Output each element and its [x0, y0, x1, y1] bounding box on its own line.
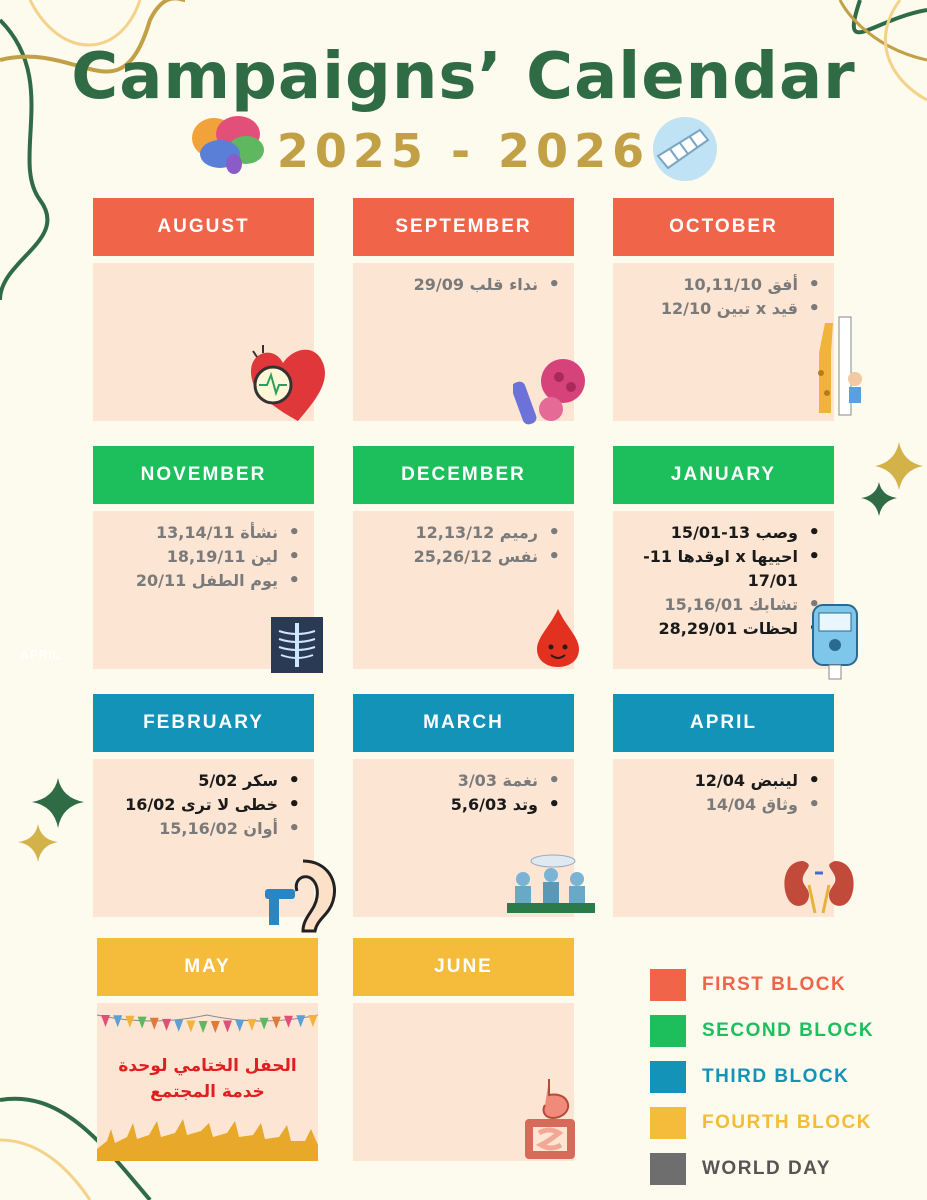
blood-drop-icon	[533, 607, 583, 669]
bunting-flag	[162, 1019, 171, 1031]
page-title: Campaigns’ Calendar	[71, 40, 856, 114]
month-june	[353, 938, 574, 1161]
may-event-text	[97, 1053, 318, 1105]
bunting-flag	[101, 1015, 110, 1027]
bunting-flag	[272, 1017, 281, 1029]
blood-cells-icon	[513, 355, 593, 425]
month-body-october	[613, 263, 834, 421]
month-september	[353, 198, 574, 421]
bunting-flag	[211, 1021, 220, 1033]
legend-world-day	[650, 1153, 831, 1185]
bunting-flag	[260, 1018, 269, 1030]
month-body-april	[613, 759, 834, 917]
legend-label: WORLD DAY	[702, 1158, 831, 1179]
legend-fourth-block	[650, 1107, 872, 1139]
heart-monitor-icon	[243, 343, 333, 423]
bunting-flag	[199, 1021, 208, 1033]
month-header-march: MARCH	[353, 694, 574, 752]
may-event-line2: خدمة المجتمع	[150, 1082, 265, 1102]
ear-otoscope-icon	[263, 855, 341, 935]
campaign-item: • أوان 15,16/02	[99, 817, 300, 841]
campaign-item: • وتد 5,6/03	[359, 793, 560, 817]
campaign-item: • احييها x اوقدها 11-17/01	[619, 545, 820, 593]
year-range: 2025 - 2026	[276, 124, 651, 178]
campaign-item: • سكر 5/02	[99, 769, 300, 793]
campaign-item: • أفق 10,11/10	[619, 273, 820, 297]
month-body-february	[93, 759, 314, 917]
bunting-flag	[113, 1015, 122, 1027]
legend-label: THIRD BLOCK	[702, 1066, 850, 1087]
bunting-flag	[308, 1015, 317, 1027]
bunting-flag	[296, 1015, 305, 1027]
month-august	[93, 198, 314, 421]
campaign-item: • قيد x تبين 12/10	[619, 297, 820, 321]
sparkle-icon	[855, 440, 927, 530]
bunting-flag	[223, 1021, 232, 1033]
month-header-october: OCTOBER	[613, 198, 834, 256]
legend-third-block	[650, 1061, 849, 1093]
glucose-meter-icon	[807, 601, 863, 681]
bunting-flag	[235, 1020, 244, 1032]
month-body-december	[353, 511, 574, 669]
legend-swatch	[650, 1107, 686, 1139]
campaign-item: • يوم الطفل 20/11	[99, 569, 300, 593]
campaign-item: • خطى لا ترى 16/02	[99, 793, 300, 817]
bandage-arm-icon	[650, 116, 720, 182]
month-header-september: SEPTEMBER	[353, 198, 574, 256]
may-event-line1: الحفل الختامي لوحدة	[118, 1056, 297, 1076]
campaign-item: • لين 18,19/11	[99, 545, 300, 569]
bunting-flag	[174, 1020, 183, 1032]
month-april	[613, 694, 834, 917]
month-body-january	[613, 511, 834, 669]
digestive-system-icon	[519, 1075, 581, 1161]
chest-xray-icon	[271, 617, 323, 673]
kidneys-icon	[779, 855, 859, 915]
surgery-team-icon	[503, 853, 599, 917]
bunting-flag	[247, 1019, 256, 1031]
month-body-june	[353, 1003, 574, 1161]
campaign-item: • وصب 13-15/01	[619, 521, 820, 545]
brain-icon	[190, 112, 268, 178]
bunting-flag	[284, 1016, 293, 1028]
campaign-item: • نشأة 13,14/11	[99, 521, 300, 545]
sparkle-icon	[12, 776, 92, 876]
party-bunting-icon	[97, 1009, 318, 1039]
month-header-june: JUNE	[353, 938, 574, 996]
month-march	[353, 694, 574, 917]
month-october	[613, 198, 834, 421]
legend-swatch	[650, 1015, 686, 1047]
legend-label: FIRST BLOCK	[702, 974, 847, 995]
legend-first-block	[650, 969, 846, 1001]
month-body-september	[353, 263, 574, 421]
month-february	[93, 694, 314, 917]
month-header-january: JANUARY	[613, 446, 834, 504]
month-header-august: AUGUST	[93, 198, 314, 256]
campaign-item: • لينبض 12/04	[619, 769, 820, 793]
ghost-label: APRIL	[20, 648, 61, 662]
month-header-november: NOVEMBER	[93, 446, 314, 504]
campaign-item: • تشابك 15,16/01	[619, 593, 820, 617]
month-header-may: MAY	[97, 938, 318, 996]
campaign-item: • لحظات 28,29/01	[619, 617, 820, 641]
campaign-item: • نفس 25,26/12	[359, 545, 560, 569]
legend-second-block	[650, 1015, 874, 1047]
month-may	[97, 938, 318, 1161]
legend-swatch	[650, 1153, 686, 1185]
month-december	[353, 446, 574, 669]
bunting-flag	[150, 1018, 159, 1030]
month-january	[613, 446, 834, 669]
month-body-august	[93, 263, 314, 421]
bunting-flag	[125, 1016, 134, 1028]
month-body-may	[97, 1003, 318, 1161]
bunting-flag	[138, 1017, 147, 1029]
campaign-item: • رميم 12,13/12	[359, 521, 560, 545]
month-body-november	[93, 511, 314, 669]
month-header-december: DECEMBER	[353, 446, 574, 504]
legend-swatch	[650, 1061, 686, 1093]
month-header-april: APRIL	[613, 694, 834, 752]
crowd-celebration-icon	[97, 1119, 318, 1161]
legend-label: SECOND BLOCK	[702, 1020, 875, 1041]
legend-swatch	[650, 969, 686, 1001]
giraffe-height-chart-icon	[809, 313, 867, 417]
campaign-item: • وثاق 14/04	[619, 793, 820, 817]
bunting-flag	[186, 1021, 195, 1033]
legend-label: FOURTH BLOCK	[702, 1112, 872, 1133]
campaign-item: • نداء قلب 29/09	[359, 273, 560, 297]
campaign-item: • نغمة 3/03	[359, 769, 560, 793]
month-header-february: FEBRUARY	[93, 694, 314, 752]
month-november	[93, 446, 314, 669]
month-body-march	[353, 759, 574, 917]
